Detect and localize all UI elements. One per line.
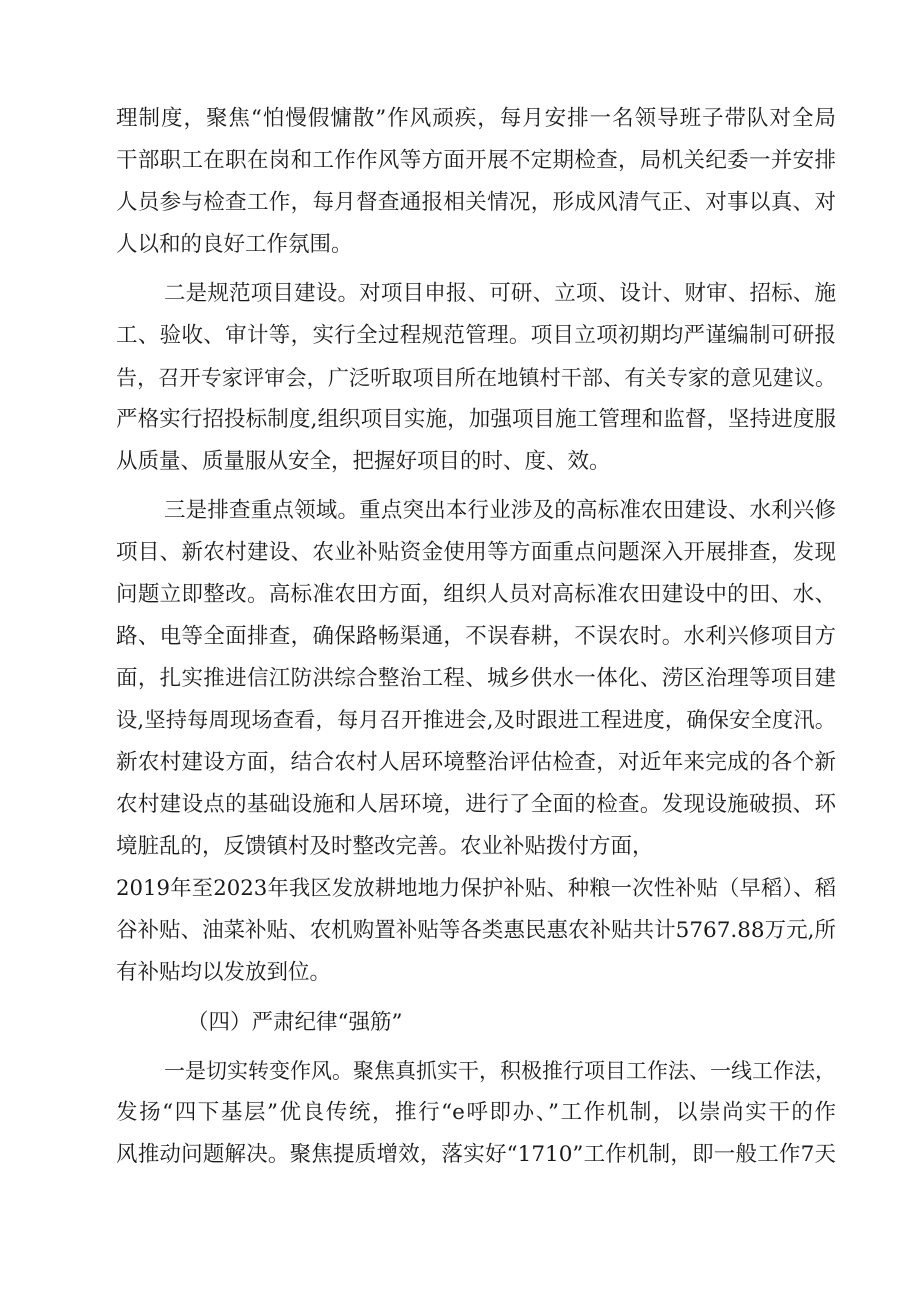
text-line: 设,坚持每周现场查看，每月召开推进会,及时跟进工程进度，确保安全度汛。 [116,708,836,733]
text-line: 理制度，聚焦“怕慢假慵散”作风顽疾，每月安排一名领导班子带队对全局 [116,106,836,131]
text-line: 项目、新农村建设、农业补贴资金使用等方面重点问题深入开展排查，发现 [116,540,836,565]
text-line: 谷补贴、油菜补贴、农机购置补贴等各类惠民惠农补贴共计5767.88万元,所 [116,918,836,943]
text-line: 农村建设点的基础设施和人居环境，进行了全面的检查。发现设施破损、环 [116,792,836,817]
text-line: 干部职工在职在岗和工作作风等方面开展不定期检查，局机关纪委一并安排 [116,148,836,173]
text-line: 2019年至2023年我区发放耕地地力保护补贴、种粮一次性补贴（早稻）、稻 [116,876,836,901]
text-line: 新农村建设方面，结合农村人居环境整治评估检查，对近年来完成的各个新 [116,750,836,775]
paragraph-start-line: 三是排查重点领域。重点突出本行业涉及的高标准农田建设、水利兴修 [164,498,836,523]
text-line: 有补贴均以发放到位。 [116,960,332,985]
text-line: 人员参与检查工作，每月督查通报相关情况，形成风清气正、对事以真、对 [116,190,836,215]
text-line: 工、验收、审计等，实行全过程规范管理。项目立项初期均严谨编制可研报 [116,323,836,348]
text-line: 问题立即整改。高标准农田方面，组织人员对高标准农田建设中的田、水、 [116,582,836,607]
paragraph-start-line: 二是规范项目建设。对项目申报、可研、立项、设计、财审、招标、施 [164,281,836,306]
text-line: 境脏乱的，反馈镇村及时整改完善。农业补贴拨付方面， [116,834,654,859]
section-heading: （四）严肃纪律“强筋” [187,1010,403,1035]
text-line: 风推动问题解决。聚焦提质增效，落实好“1710”工作机制，即一般工作7天 [116,1142,836,1167]
text-line: 路、电等全面排查，确保路畅渠通，不误春耕，不误农时。水利兴修项目方 [116,624,836,649]
paragraph-start-line: 一是切实转变作风。聚焦真抓实干，积极推行项目工作法、一线工作法， [164,1059,836,1083]
text-line: 发扬“四下基层”优良传统，推行“e呼即办、”工作机制，以崇尚实干的作 [116,1100,836,1125]
text-line: 告，召开专家评审会，广泛听取项目所在地镇村干部、有关专家的意见建议。 [116,366,836,390]
text-line: 从质量、质量服从安全，把握好项目的时、度、效。 [116,449,611,474]
text-line: 面，扎实推进信江防洪综合整治工程、城乡供水一体化、涝区治理等项目建 [116,666,836,691]
text-line: 人以和的良好工作氛围。 [116,232,353,257]
text-line: 严格实行招投标制度,组织项目实施，加强项目施工管理和监督，坚持进度服 [116,407,836,432]
